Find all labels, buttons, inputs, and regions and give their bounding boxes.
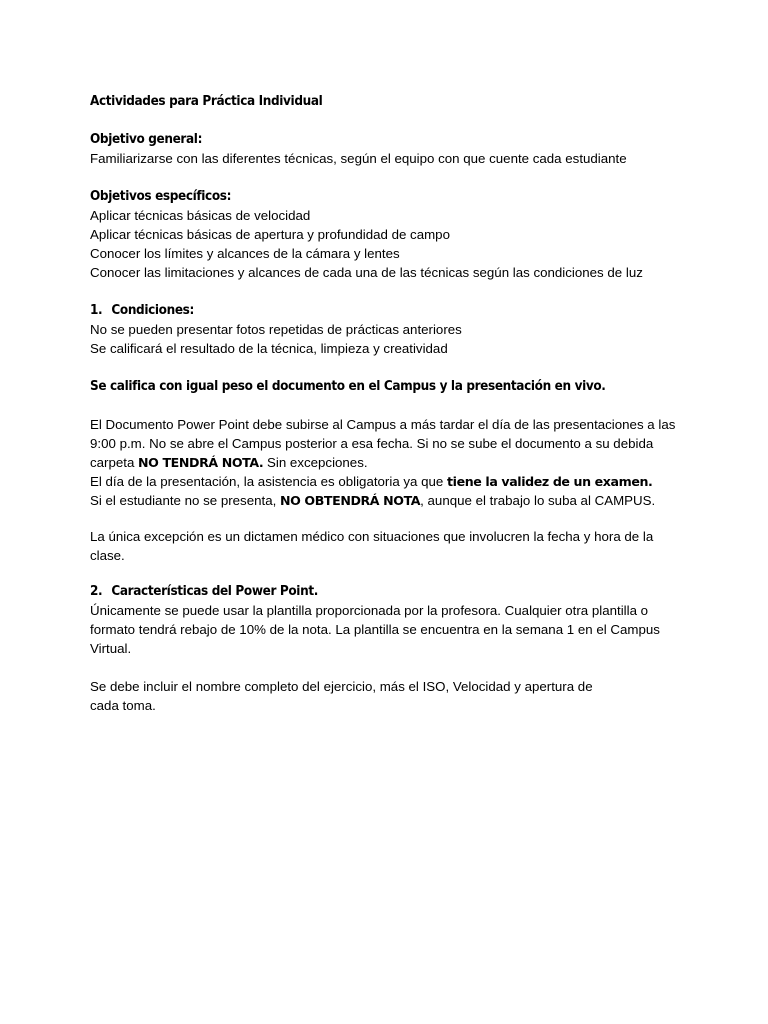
condition-item: No se pueden presentar fotos repetidas de prácticas anteriores xyxy=(90,322,462,337)
grading-statement: Se califica con igual peso el documento en el Campus y la presentación en vivo. xyxy=(90,379,606,394)
document-paragraph-text: El Documento Power Point debe subirse al Campus a más tardar el día de las presentaciones a las 9:00 p.m. No se abre el Campus posterior a esa fecha. Si no se sube el documento a su debida carpeta xyxy=(90,417,676,470)
no-grade-emphasis: NO OBTENDRÁ NOTA xyxy=(279,493,421,508)
include-info-line-2: cada toma. xyxy=(90,698,156,713)
general-objective-heading: Objetivo general: xyxy=(90,132,203,147)
conditions-heading-text: Condiciones: xyxy=(111,303,194,318)
document-title: Actividades para Práctica Individual xyxy=(90,94,323,109)
absence-line xyxy=(90,491,690,510)
document-paragraph-tail: Sin excepciones. xyxy=(263,455,368,470)
powerpoint-heading xyxy=(90,582,648,601)
powerpoint-heading-text: Características del Power Point. xyxy=(111,584,318,599)
exception-paragraph: La única excepción es un dictamen médico con situaciones que involucren la fecha y hora de la clase. xyxy=(90,529,654,563)
conditions-number: 1. xyxy=(90,303,103,318)
absence-tail: , aunque el trabajo lo suba al CAMPUS. xyxy=(420,493,656,508)
specific-objective-item: Conocer las limitaciones y alcances de cada una de las técnicas según las condiciones de luz xyxy=(90,265,643,280)
general-objective-text: Familiarizarse con las diferentes técnicas, según el equipo con que cuente cada estudiante xyxy=(90,151,627,166)
specific-objective-item: Aplicar técnicas básicas de velocidad xyxy=(90,208,311,223)
absence-text: Si el estudiante no se presenta, xyxy=(90,493,280,508)
condition-item: Se calificará el resultado de la técnica, limpieza y creatividad xyxy=(90,341,448,356)
powerpoint-number: 2. xyxy=(90,584,103,599)
specific-objective-item: Aplicar técnicas básicas de apertura y profundidad de campo xyxy=(90,227,450,242)
document-paragraph xyxy=(90,415,690,472)
include-info-line-1: Se debe incluir el nombre completo del ejercicio, más el ISO, Velocidad y apertura de xyxy=(90,679,593,694)
attendance-line xyxy=(90,472,690,491)
specific-objective-item: Conocer los límites y alcances de la cámara y lentes xyxy=(90,246,400,261)
exam-validity-emphasis: tiene la validez de un examen. xyxy=(447,474,653,489)
specific-objectives-heading: Objetivos específicos: xyxy=(90,189,232,204)
no-grade-warning: NO TENDRÁ NOTA. xyxy=(138,455,264,470)
template-paragraph: Únicamente se puede usar la plantilla proporcionada por la profesora. Cualquier otra plantilla o formato tendrá rebajo de 10% de la nota. La plantilla se encuentra en la semana 1 en el Campus Virtual. xyxy=(90,603,660,656)
conditions-heading xyxy=(90,301,648,320)
document-page xyxy=(90,92,690,715)
attendance-text: El día de la presentación, la asistencia es obligatoria ya que xyxy=(90,474,448,489)
